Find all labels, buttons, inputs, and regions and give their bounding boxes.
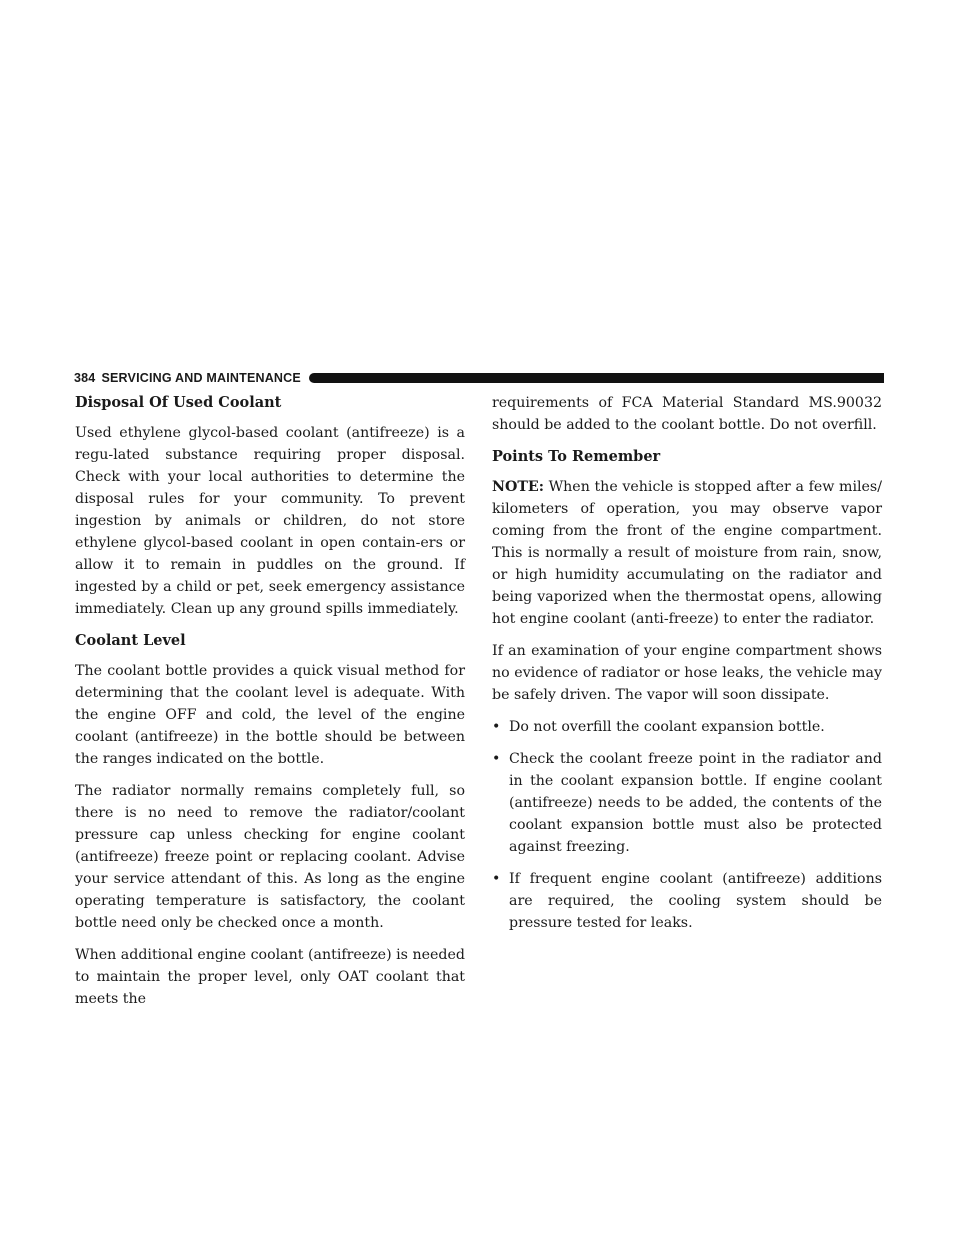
page-header <box>74 370 884 386</box>
note-label: NOTE: <box>492 479 544 495</box>
coolant-level-paragraph-2: The radiator normally remains completely full, so there is no need to remove the radiator/coolant pressure cap unless checking for engine coolant (antifreeze) freeze point or replacing coolant. Advise your service attendant of this. As long as the engine operating temperature is satisfactory, the coolant bottle need only be checked once a month. <box>75 783 465 931</box>
page-number: 384 <box>74 371 96 385</box>
right-column <box>492 392 882 944</box>
header-rule <box>309 373 884 383</box>
coolant-level-paragraph-3: When additional engine coolant (antifreeze) is needed to maintain the proper level, only OAT coolant that meets the <box>75 947 465 1007</box>
coolant-level-paragraph-1: The coolant bottle provides a quick visual method for determining that the coolant level is adequate. With the engine OFF and cold, the level of the engine coolant (antifreeze) in the bottle should be between the ranges indicated on the bottle. <box>75 663 465 767</box>
continued-paragraph: requirements of FCA Material Standard MS.90032 should be added to the coolant bottle. Do not overfill. <box>492 395 882 433</box>
note-paragraph <box>492 476 882 630</box>
section-title: SERVICING AND MAINTENANCE <box>101 371 301 385</box>
bullet-item: • Do not overfill the coolant expansion bottle. <box>492 716 882 738</box>
disposal-paragraph: Used ethylene glycol-based coolant (antifreeze) is a regu-lated substance requiring proper disposal. Check with your local authorities to determine the disposal rules for your community. To prevent ingestion by animals or children, do not store ethylene glycol-based coolant in open contain-ers or allow it to remain in puddles on the ground. If ingested by a child or pet, seek emergency assistance immediately. Clean up any ground spills immediately. <box>75 425 465 617</box>
bullet-item: • Check the coolant freeze point in the radiator and in the coolant expansion bottle. If engine coolant (antifreeze) needs to be added, the contents of the coolant expansion bottle must also be protected against freezing. <box>492 748 882 858</box>
left-column <box>75 392 465 1020</box>
points-heading: Points To Remember <box>492 448 661 465</box>
bullet-list <box>492 716 882 934</box>
examination-paragraph: If an examination of your engine compartment shows no evidence of radiator or hose leaks, the vehicle may be safely driven. The vapor will soon dissipate. <box>492 643 882 703</box>
coolant-level-heading: Coolant Level <box>75 632 186 649</box>
note-text: When the vehicle is stopped after a few miles/ kilometers of operation, you may observe vapor coming from the front of the engine compartment. This is normally a result of moisture from rain, snow, or high humidity accumulating on the radiator and being vaporized when the thermostat opens, allowing hot engine coolant (anti-freeze) to enter the radiator. <box>492 479 882 627</box>
bullet-item: • If frequent engine coolant (antifreeze) additions are required, the cooling system should be pressure tested for leaks. <box>492 868 882 934</box>
disposal-heading: Disposal Of Used Coolant <box>75 394 282 411</box>
